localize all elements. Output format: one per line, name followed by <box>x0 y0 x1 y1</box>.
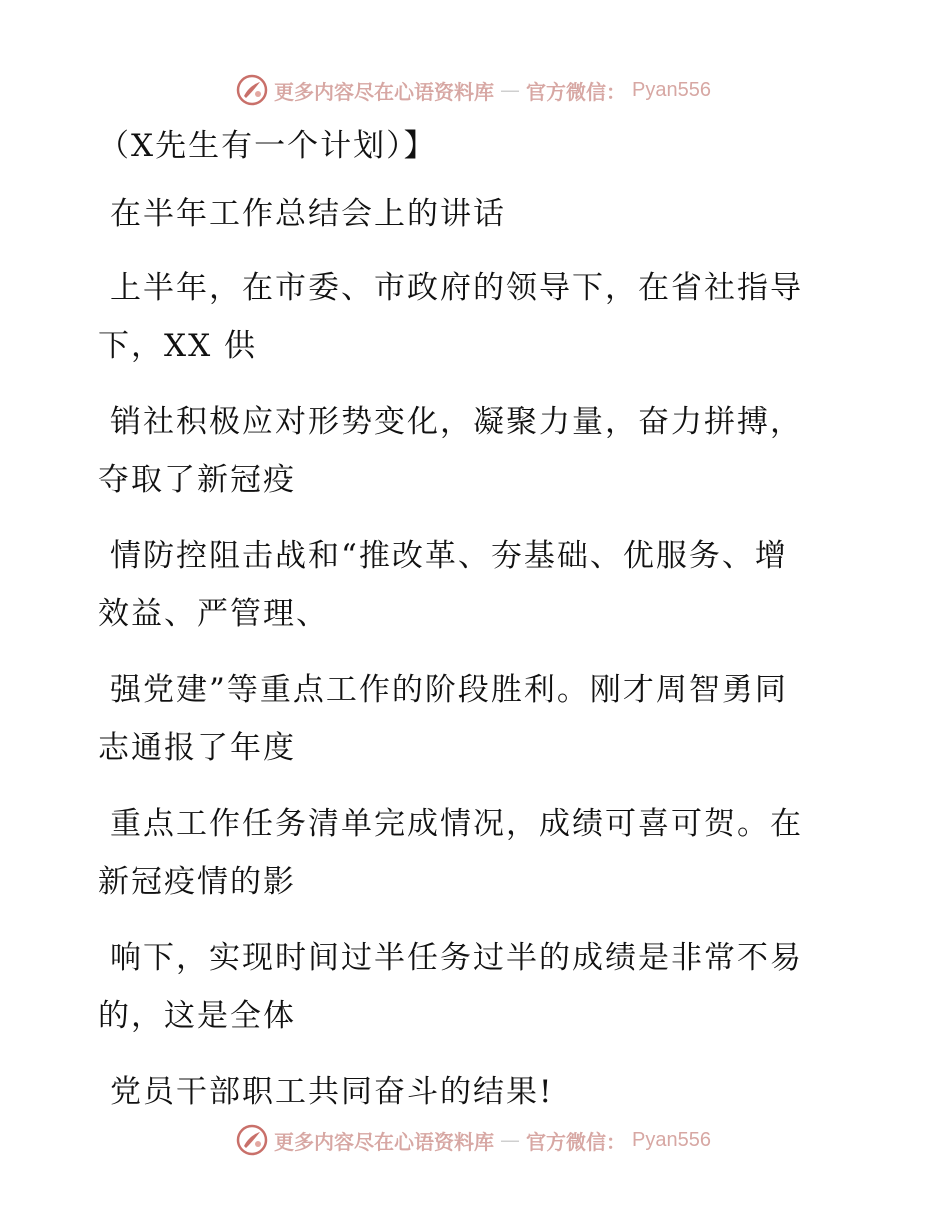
paragraph-1-line-1: 上半年，在市委、市政府的领导下，在省社指导 <box>110 270 803 306</box>
paragraph-3 <box>98 534 838 668</box>
brand-logo-icon <box>236 74 268 106</box>
paragraph-2-line-1: 销社积极应对形势变化，凝聚力量，奋力拼搏， <box>110 404 803 440</box>
paragraph-1-line-2: 下，XX 供 <box>98 328 257 364</box>
paragraph-4 <box>98 668 838 802</box>
watermark-wechat-id: Pyan556 <box>632 78 711 101</box>
paragraph-5 <box>98 802 838 936</box>
document-title: 在半年工作总结会上的讲话 <box>110 196 506 232</box>
watermark-header <box>236 72 711 108</box>
watermark-label: 官方微信： <box>526 79 626 104</box>
watermark-brand-text: 更多内容尽在心语资料库 <box>274 79 494 104</box>
paragraph-1 <box>98 266 838 400</box>
paragraph-4-line-2: 志通报了年度 <box>98 730 296 766</box>
watermark-label: 官方微信： <box>526 1129 626 1154</box>
watermark-separator: — <box>500 78 520 102</box>
watermark-separator: — <box>500 1128 520 1152</box>
watermark-brand-text: 更多内容尽在心语资料库 <box>274 1129 494 1154</box>
paragraph-4-line-1: 强党建”等重点工作的阶段胜利。刚才周智勇同 <box>110 672 788 708</box>
paragraph-6-line-2: 的，这是全体 <box>98 998 296 1034</box>
paragraph-6-line-1: 响下，实现时间过半任务过半的成绩是非常不易 <box>110 940 803 976</box>
document-subtitle: （X先生有一个计划）】 <box>98 128 437 164</box>
watermark-footer <box>236 1122 711 1158</box>
document-last-line: 党员干部职工共同奋斗的结果! <box>110 1074 554 1110</box>
paragraph-3-line-2: 效益、严管理、 <box>98 596 329 632</box>
document-body <box>98 124 838 1138</box>
paragraph-5-line-2: 新冠疫情的影 <box>98 864 296 900</box>
paragraph-2 <box>98 400 838 534</box>
paragraph-5-line-1: 重点工作任务清单完成情况，成绩可喜可贺。在 <box>110 806 803 842</box>
brand-logo-icon <box>236 1124 268 1156</box>
watermark-wechat-id: Pyan556 <box>632 1128 711 1151</box>
paragraph-3-line-1: 情防控阻击战和“推改革、夯基础、优服务、增 <box>110 538 788 574</box>
paragraph-2-line-2: 夺取了新冠疫 <box>98 462 296 498</box>
paragraph-6 <box>98 936 838 1070</box>
